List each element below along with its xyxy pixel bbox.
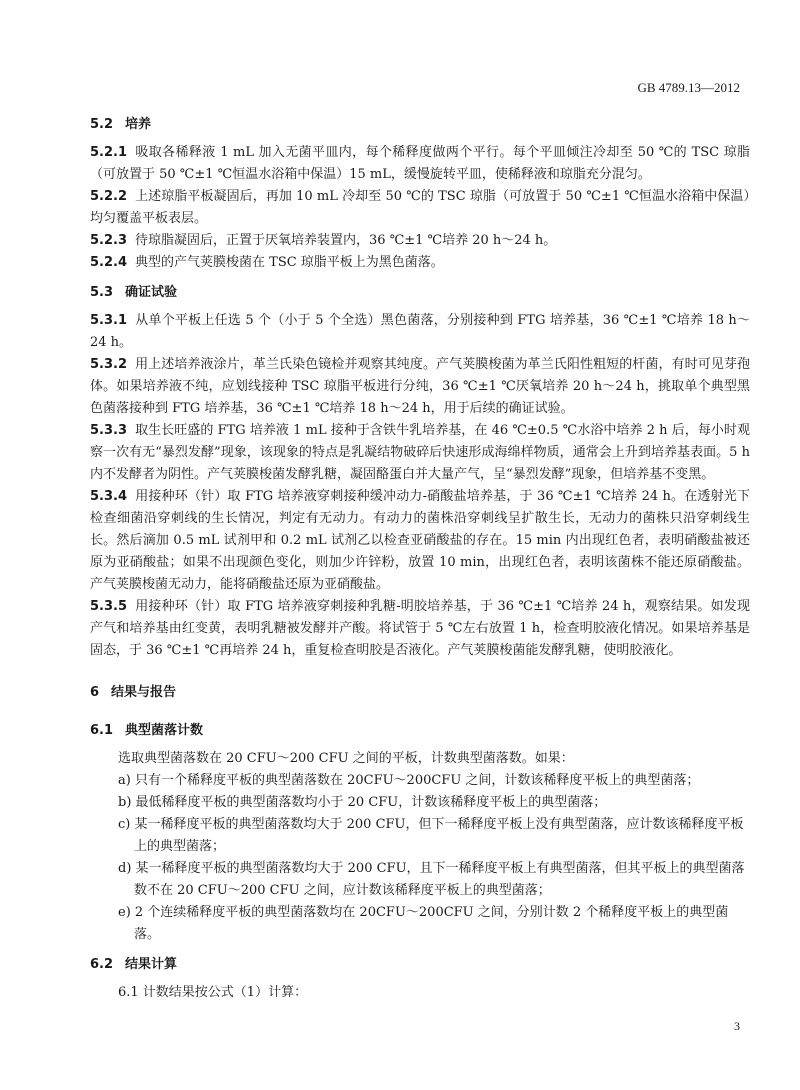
clause-number: 5.3.3 bbox=[90, 423, 128, 438]
clause-paragraph bbox=[90, 252, 750, 274]
clause-number: 5.2.2 bbox=[90, 189, 128, 204]
clause-text: 取生长旺盛的 FTG 培养液 1 mL 接种于含铁牛乳培养基，在 46 ℃±0.5 ℃水浴中培养 2 h 后，每小时观察一次有无“暴烈发酵”现象，该现象的特点是乳凝结物破碎后快速形成海绵样物质，通常会上升到培养基表面。5 h 内不发酵者为阴性。产气荚膜梭菌发酵乳糖，凝固酪蛋白并大量产气，呈“暴烈发酵”现象，但培养基不变黑。 bbox=[90, 423, 750, 482]
list-item: c) 某一稀释度平板的典型菌落数均大于 200 CFU，但下一稀释度平板上没有典型菌落，应计数该稀释度平板上的典型菌落； bbox=[118, 817, 744, 854]
clause-paragraph bbox=[90, 186, 750, 230]
document-body bbox=[90, 114, 750, 1004]
clause-text: 从单个平板上任选 5 个（小于 5 个全选）黑色菌落，分别接种到 FTG 培养基，36 ℃±1 ℃培养 18 h～24 h。 bbox=[90, 313, 750, 350]
section-number: 6 bbox=[90, 685, 100, 700]
list-item: b) 最低稀释度平板的典型菌落数均小于 20 CFU，计数该稀释度平板上的典型菌落； bbox=[118, 795, 607, 810]
body-paragraph: 选取典型菌落数在 20 CFU～200 CFU 之间的平板，计数典型菌落数。如果： bbox=[118, 751, 574, 766]
clause-paragraph bbox=[90, 142, 750, 186]
clause-text: 用接种环（针）取 FTG 培养液穿刺接种缓冲动力-硝酸盐培养基，于 36 ℃±1 ℃培养 24 h。在透射光下检查细菌沿穿刺线的生长情况，判定有无动力。有动力的菌株沿穿刺线呈扩散生长，无动力的菌株只沿穿刺线生长。然后滴加 0.5 mL 试剂甲和 0.2 mL 试剂乙以检查亚硝酸盐的存在。15 min 内出现红色者，表明硝酸盐被还原为亚硝酸盐；如果不出现颜色变化，则加少许锌粉，放置 10 min，出现红色者，表明该菌株不能还原硝酸盐。产气荚膜梭菌无动力，能将硝酸盐还原为亚硝酸盐。 bbox=[90, 489, 750, 592]
clause-number: 5.2.4 bbox=[90, 255, 128, 270]
section-heading bbox=[90, 954, 750, 976]
clause-text: 用上述培养液涂片，革兰氏染色镜检并观察其纯度。产气荚膜梭菌为革兰氏阳性粗短的杆菌，有时可见芽孢体。如果培养液不纯，应划线接种 TSC 琼脂平板进行分纯，36 ℃±1 ℃厌氧培养 20 h～24 h，挑取单个典型黑色菌落接种到 FTG 培养基，36 ℃±1 ℃培养 18 h～24 h，用于后续的确证试验。 bbox=[90, 357, 750, 416]
section-number: 6.1 bbox=[90, 723, 114, 738]
section-number: 5.3 bbox=[90, 285, 114, 300]
clause-paragraph bbox=[90, 354, 750, 420]
section-heading bbox=[90, 282, 750, 304]
section-title: 培养 bbox=[125, 117, 152, 132]
standard-code: GB 4789.13—2012 bbox=[637, 80, 740, 95]
page-number: 3 bbox=[734, 1019, 740, 1033]
clause-number: 5.2.1 bbox=[90, 145, 128, 160]
clause-number: 5.2.3 bbox=[90, 233, 128, 248]
clause-text: 上述琼脂平板凝固后，再加 10 mL 冷却至 50 ℃的 TSC 琼脂（可放置于 50 ℃±1 ℃恒温水浴箱中保温）均匀覆盖平板表层。 bbox=[90, 189, 750, 226]
clause-text: 吸取各稀释液 1 mL 加入无菌平皿内，每个稀释度做两个平行。每个平皿倾注冷却至 50 ℃的 TSC 琼脂（可放置于 50 ℃±1 ℃恒温水浴箱中保温）15 mL，缓慢旋转平皿，使稀释液和琼脂充分混匀。 bbox=[90, 145, 751, 182]
clause-number: 5.3.2 bbox=[90, 357, 128, 372]
formula-intro: 6.1 计数结果按公式（1）计算： bbox=[118, 985, 308, 1000]
section-number: 5.2 bbox=[90, 117, 114, 132]
clause-text: 待琼脂凝固后，正置于厌氧培养装置内，36 ℃±1 ℃培养 20 h～24 h。 bbox=[135, 233, 557, 248]
list-item: e) 2 个连续稀释度平板的典型菌落数均在 20CFU～200CFU 之间，分别计数 2 个稀释度平板上的典型菌落。 bbox=[118, 905, 729, 942]
clause-paragraph bbox=[90, 230, 750, 252]
clause-number: 5.3.4 bbox=[90, 489, 128, 504]
clause-text: 用接种环（针）取 FTG 培养液穿刺接种乳糖-明胶培养基，于 36 ℃±1 ℃培养 24 h，观察结果。如发现产气和培养基由红变黄，表明乳糖被发酵并产酸。将试管于 5 ℃左右放置 1 h，检查明胶液化情况。如果培养基是固态，于 36 ℃±1 ℃再培养 24 h，重复检查明胶是否液化。产气荚膜梭菌能发酵乳糖，使明胶液化。 bbox=[90, 599, 750, 658]
section-title: 典型菌落计数 bbox=[125, 723, 204, 738]
clause-number: 5.3.1 bbox=[90, 313, 128, 328]
list-item: a) 只有一个稀释度平板的典型菌落数在 20CFU～200CFU 之间，计数该稀释度平板上的典型菌落； bbox=[118, 773, 700, 788]
list-item: d) 某一稀释度平板的典型菌落数均大于 200 CFU，且下一稀释度平板上有典型菌落，但其平板上的典型菌落数不在 20 CFU～200 CFU 之间，应计数该稀释度平板上的典型菌落； bbox=[118, 861, 745, 898]
section-title: 结果与报告 bbox=[111, 685, 177, 700]
section-number: 6.2 bbox=[90, 957, 114, 972]
section-heading bbox=[90, 720, 750, 742]
clause-paragraph bbox=[90, 486, 750, 596]
clause-paragraph bbox=[90, 310, 750, 354]
clause-number: 5.3.5 bbox=[90, 599, 128, 614]
section-title: 确证试验 bbox=[125, 285, 178, 300]
clause-paragraph bbox=[90, 596, 750, 662]
clause-paragraph bbox=[90, 420, 750, 486]
section-title: 结果计算 bbox=[125, 957, 178, 972]
section-heading bbox=[90, 114, 750, 136]
section-heading bbox=[90, 682, 750, 704]
clause-text: 典型的产气荚膜梭菌在 TSC 琼脂平板上为黑色菌落。 bbox=[135, 255, 444, 270]
